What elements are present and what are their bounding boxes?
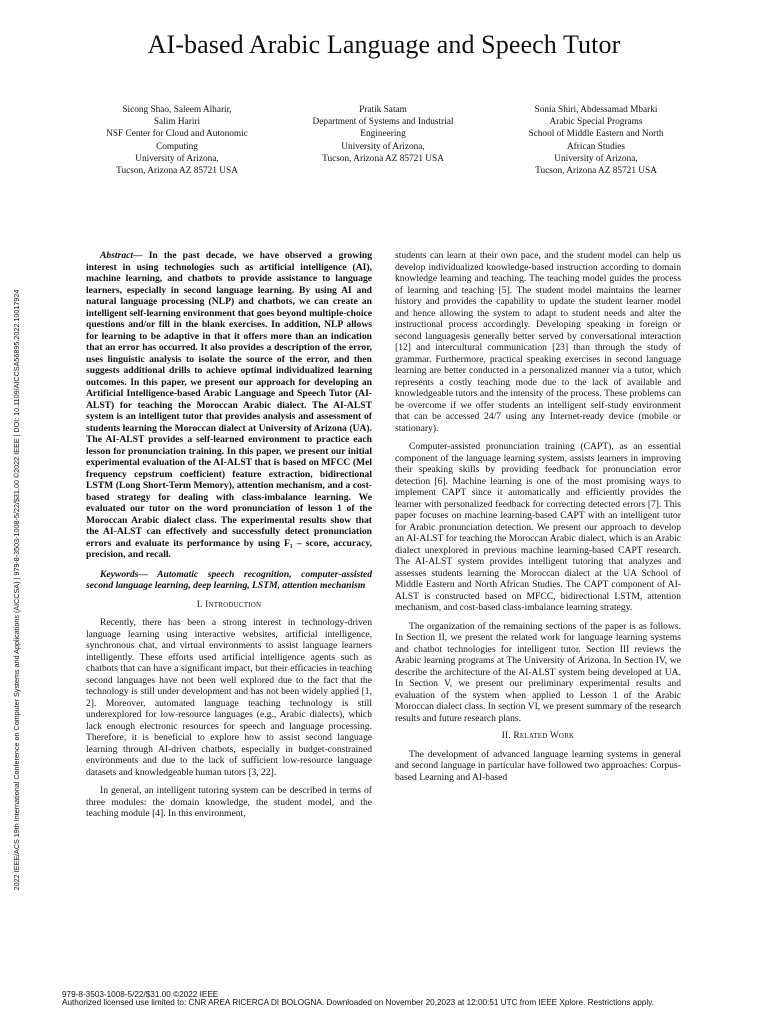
keywords-body: Automatic speech recognition, computer-assisted second language learning, deep learning, LSTM, attention mechanism xyxy=(86,568,372,591)
author-block-2 xyxy=(290,104,476,165)
author-line: School of Middle Eastern and North xyxy=(528,129,664,140)
body-paragraph-continued: students can learn at their own pace, and the student model can help us develop individualized knowledge-based instruction according to domain knowledge learning and teaching. The teaching model guides the process of learning and teaching [5]. The student model maintains the learner history and provides the capability to update the student learner model and hence allowing the system to adapt to student needs and alter the instructional process accordingly. Developing speaking in foreign or second languagesis generally better served by conversational interaction [12] and intercultural communication [23] than through the study of grammar. Furthermore, practical speaking exercises in second language learning are better conducted in a personalized manner via a tutor, which represents a costly teaching mode due to the lack of available and knowledgeable tutors and the intensity of the process. These problems can be overcome if we offer students an intelligent self-study environment that can be accessed 24/7 using any Internet-ready device (mobile or stationary). xyxy=(395,250,681,434)
footer-authorized-use: Authorized licensed use limited to: CNR AREA RICERCA DI BOLOGNA. Downloaded on November 20,2023 at 12:00:51 UTC from IEEE Xplore. Restrictions apply. xyxy=(62,998,654,1007)
author-line: NSF Center for Cloud and Autonomic xyxy=(106,129,248,140)
footer-copyright-code: 979-8-3503-1008-5/22/$31.00 ©2022 IEEE xyxy=(62,990,219,999)
author-line: Engineering xyxy=(360,129,406,140)
intro-paragraph-2: In general, an intelligent tutoring system can be described in terms of three modules: the domain knowledge, the student model, and the teaching module [4]. In this environment, xyxy=(86,785,372,819)
paper-title: AI-based Arabic Language and Speech Tutor xyxy=(147,30,621,59)
author-line: Sicong Shao, Saleem Alharir, xyxy=(122,105,232,115)
related-work-paragraph: The development of advanced language learning systems in general and second language in particular have followed two approaches: Corpus-based Learning and AI-based xyxy=(395,748,681,783)
author-line: Sonia Shiri, Abdessamad Mbarki xyxy=(534,105,658,115)
author-line: African Studies xyxy=(566,141,626,152)
author-block-3 xyxy=(498,104,694,177)
sidebar-text: 2022 IEEE/ACS 19th International Conference on Computer Systems and Applications (AICCSA) | 979-8-3503-1008-5/22/$31.00 ©2022 IEEE | DOI: 10.1109/AICCSA56895.2022.10017924 xyxy=(12,289,21,891)
abstract-body: In the past decade, we have observed a growing interest in using technologies such as artificial intelligence (AI), machine learning, and chatbots to provide assistance to language learners, especially in second language learning. By using AI and natural language processing (NLP) and chatbots, we can create an intelligent self-learning environment that goes beyond multiple-choice questions and/or fill in the blank exercises. In addition, NLP allows for learning to be adaptive in that it offers more than an indication that an error has occurred. It also provides a description of the error, uses linguistic analysis to isolate the source of the error, and then suggests additional drills to achieve optimal individualized learning outcomes. In this paper, we present our approach for developing an Artificial Intelligence-based Arabic Language and Speech Tutor (AI-ALST) for teaching the Moroccan Arabic dialect. The AI-ALST system is an intelligent tutor that provides analysis and assessment of students learning the Moroccan dialect at University of Arizona (UA). The AI-ALST provides a self-learned environment to practice each lesson for pronunciation training. In this paper, we present our initial experimental evaluation of the AI-ALST that is based on MFCC (Mel frequency cepstrum coefficient) feature extraction, bidirectional LSTM (Long Short-Term Memory), attention mechanism, and a cost-based strategy for dealing with class-imbalance learning. We evaluated our tutor on the word pronunciation of lesson 1 of the Moroccan Arabic dialect class. The experimental results show that the AI-ALST can effectively and successfully detect pronunciation errors and evaluate its performance by using F₁ – score, accuracy, precision, and recall. xyxy=(86,250,372,560)
author-line: Salim Hariri xyxy=(153,117,201,128)
keywords xyxy=(86,569,372,592)
author-line: Department of Systems and Industrial xyxy=(312,117,454,128)
author-line: University of Arizona, xyxy=(554,153,638,164)
author-line: Tucson, Arizona AZ 85721 USA xyxy=(535,166,657,177)
author-line: University of Arizona, xyxy=(341,141,425,152)
body-paragraph-capt: Computer-assisted pronunciation training (CAPT), as an essential component of the language learning system, assists learners in improving their speaking skills by providing feedback for pronunciation error detection [6]. Machine learning is one of the most promising ways to implement CAPT since it automatically and efficiently provides the learner with personalized feedback for correcting detected errors [7]. This paper focuses on machine learning-based CAPT with an intelligent tutor for Arabic pronunciation detection. We present our approach to develop an AI-ALST for teaching the Moroccan Arabic dialect, which is an Arabic dialect unexplored in previous machine learning-based CAPT research. The AI-ALST system provides intelligent tutoring that analyzes and assesses students learning the Moroccan dialect at the UA School of Middle Eastern and North African Studies. The CAPT component of AI-ALST is constructed based on MFCC, bidirectional LSTM, attention mechanism, and cost-based class-imbalance learning strategy. xyxy=(395,441,681,613)
abstract-lead: Abstract— xyxy=(100,250,143,261)
keywords-lead: Keywords— xyxy=(100,568,148,580)
right-column xyxy=(395,250,681,790)
left-column xyxy=(86,250,372,827)
author-block-1 xyxy=(84,104,270,177)
author-line: Pratik Satam xyxy=(359,105,407,115)
section-heading-introduction: I. Introduction xyxy=(196,599,262,610)
author-line: University of Arizona, xyxy=(135,153,219,164)
abstract xyxy=(86,250,372,561)
section-heading-related-work: II. Related Work xyxy=(501,731,575,741)
author-line: Tucson, Arizona AZ 85721 USA xyxy=(322,153,444,164)
body-paragraph-organization: The organization of the remaining sections of the paper is as follows. In Section II, we present the related work for language learning systems and chatbot technologies for intelligent tutor. Section III reviews the Arabic learning programs at The University of Arizona. In Section IV, we describe the architecture of the AI-ALST system being developed at UA. In Section V, we present our preliminary experimental results and evaluation of the system when applied to Lesson 1 of the Arabic Moroccan dialect class. In section VI, we present summary of the research results and future research plans. xyxy=(395,620,681,724)
author-line: Computing xyxy=(156,141,198,152)
author-line: Arabic Special Programs xyxy=(549,117,643,128)
author-line: Tucson, Arizona AZ 85721 USA xyxy=(116,166,238,177)
intro-paragraph-1: Recently, there has been a strong interest in technology-driven language learning using interactive websites, artificial intelligence, synchronous chat, and virtual environments to assist language learners intelligently. These efforts used artificial intelligence agents such as chatbots that can have a significant impact, but their efficacies in teaching second languages have not been well explored due to the fact that the technology is still under development and has not been widely applied [1, 2]. Moreover, automated language teaching technology is still underexplored for low-resource languages (e.g., Arabic dialects), which lack enough electronic resources for speech and language processing. Therefore, it is beneficial to explore how to assist second language learning through AI-driven chatbots, especially in budget-constrained environments and due to the lack of sufficient low-resource language datasets and knowledgeable human tutors [3, 22]. xyxy=(86,617,372,778)
conference-sidebar xyxy=(12,289,21,990)
